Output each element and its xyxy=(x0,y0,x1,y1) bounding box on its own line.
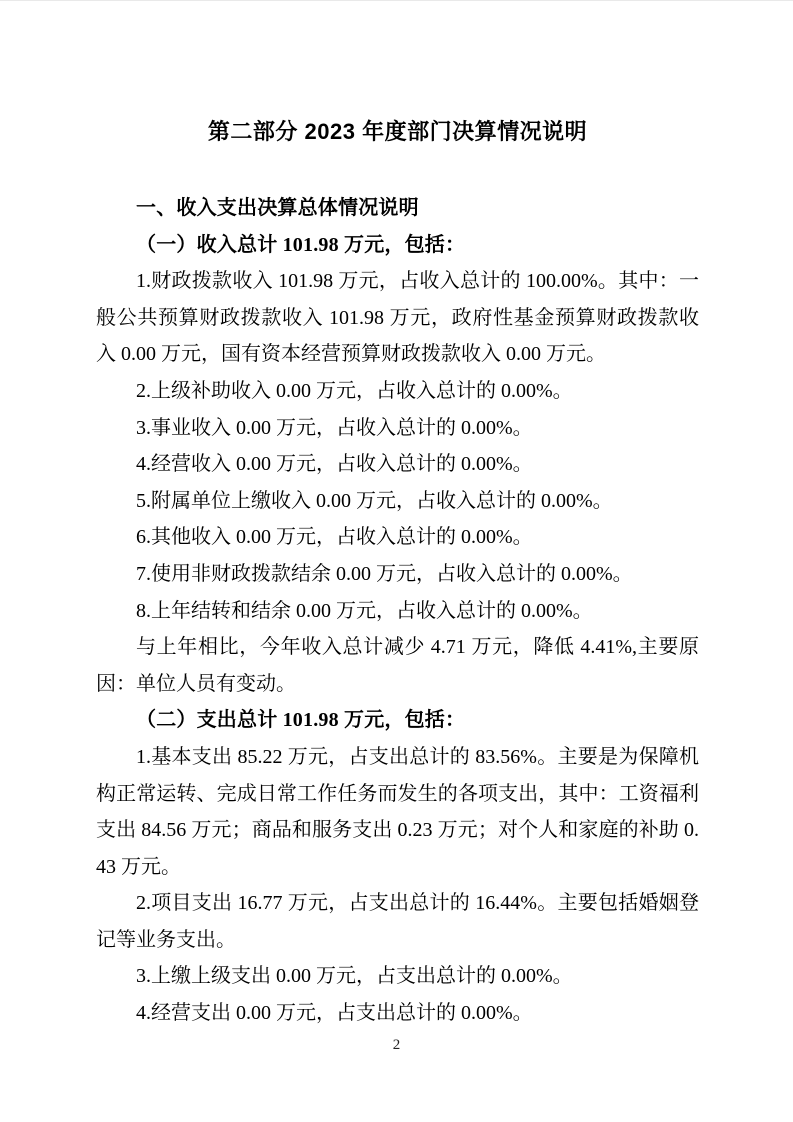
paragraph-income-comparison: 与上年相比，今年收入总计减少 4.71 万元，降低 4.41%,主要原因：单位人员有变动。 xyxy=(96,636,699,695)
paragraph-income-item-5: 5.附属单位上缴收入 0.00 万元，占收入总计的 0.00%。 xyxy=(136,489,613,512)
document-content xyxy=(0,1,793,1032)
paragraph-income-item-8: 8.上年结转和结余 0.00 万元，占收入总计的 0.00%。 xyxy=(136,599,593,622)
paragraph-income-item-6: 6.其他收入 0.00 万元，占收入总计的 0.00%。 xyxy=(136,526,533,549)
paragraph-income-item-3: 3.事业收入 0.00 万元，占收入总计的 0.00%。 xyxy=(136,416,533,439)
paragraph-expenditure-item-4: 4.经营支出 0.00 万元，占支出总计的 0.00%。 xyxy=(136,1002,533,1025)
paragraph-income-item-4: 4.经营收入 0.00 万元，占收入总计的 0.00%。 xyxy=(136,453,533,476)
subsection-heading-expenditure-total: （二）支出总计 101.98 万元，包括： xyxy=(136,709,466,732)
paragraph-income-item-2: 2.上级补助收入 0.00 万元，占收入总计的 0.00%。 xyxy=(136,379,573,402)
page-number: 2 xyxy=(392,1037,401,1053)
section-heading-overview: 一、收入支出决算总体情况说明 xyxy=(136,197,419,219)
paragraph-income-item-7: 7.使用非财政拨款结余 0.00 万元，占收入总计的 0.00%。 xyxy=(136,562,633,585)
paragraph-expenditure-item-1: 1.基本支出 85.22 万元，占支出总计的 83.56%。主要是为保障机构正常运转、完成日常工作任务而发生的各项支出，其中：工资福利支出 84.56 万元；商品和服务支出 0.23 万元；对个人和家庭的补助 0.43 万元。 xyxy=(96,745,699,878)
doc-title: 第二部分 2023 年度部门决算情况说明 xyxy=(207,119,588,144)
paragraph-income-item-1: 1.财政拨款收入 101.98 万元，占收入总计的 100.00%。其中：一般公共预算财政拨款收入 101.98 万元，政府性基金预算财政拨款收入 0.00 万元，国有资本经营预算财政拨款收入 0.00 万元。 xyxy=(96,270,699,366)
paragraph-expenditure-item-3: 3.上缴上级支出 0.00 万元，占支出总计的 0.00%。 xyxy=(136,965,573,988)
subsection-heading-income-total: （一）收入总计 101.98 万元，包括： xyxy=(136,233,466,256)
paragraph-expenditure-item-2: 2.项目支出 16.77 万元，占支出总计的 16.44%。主要包括婚姻登记等业务支出。 xyxy=(96,892,699,951)
